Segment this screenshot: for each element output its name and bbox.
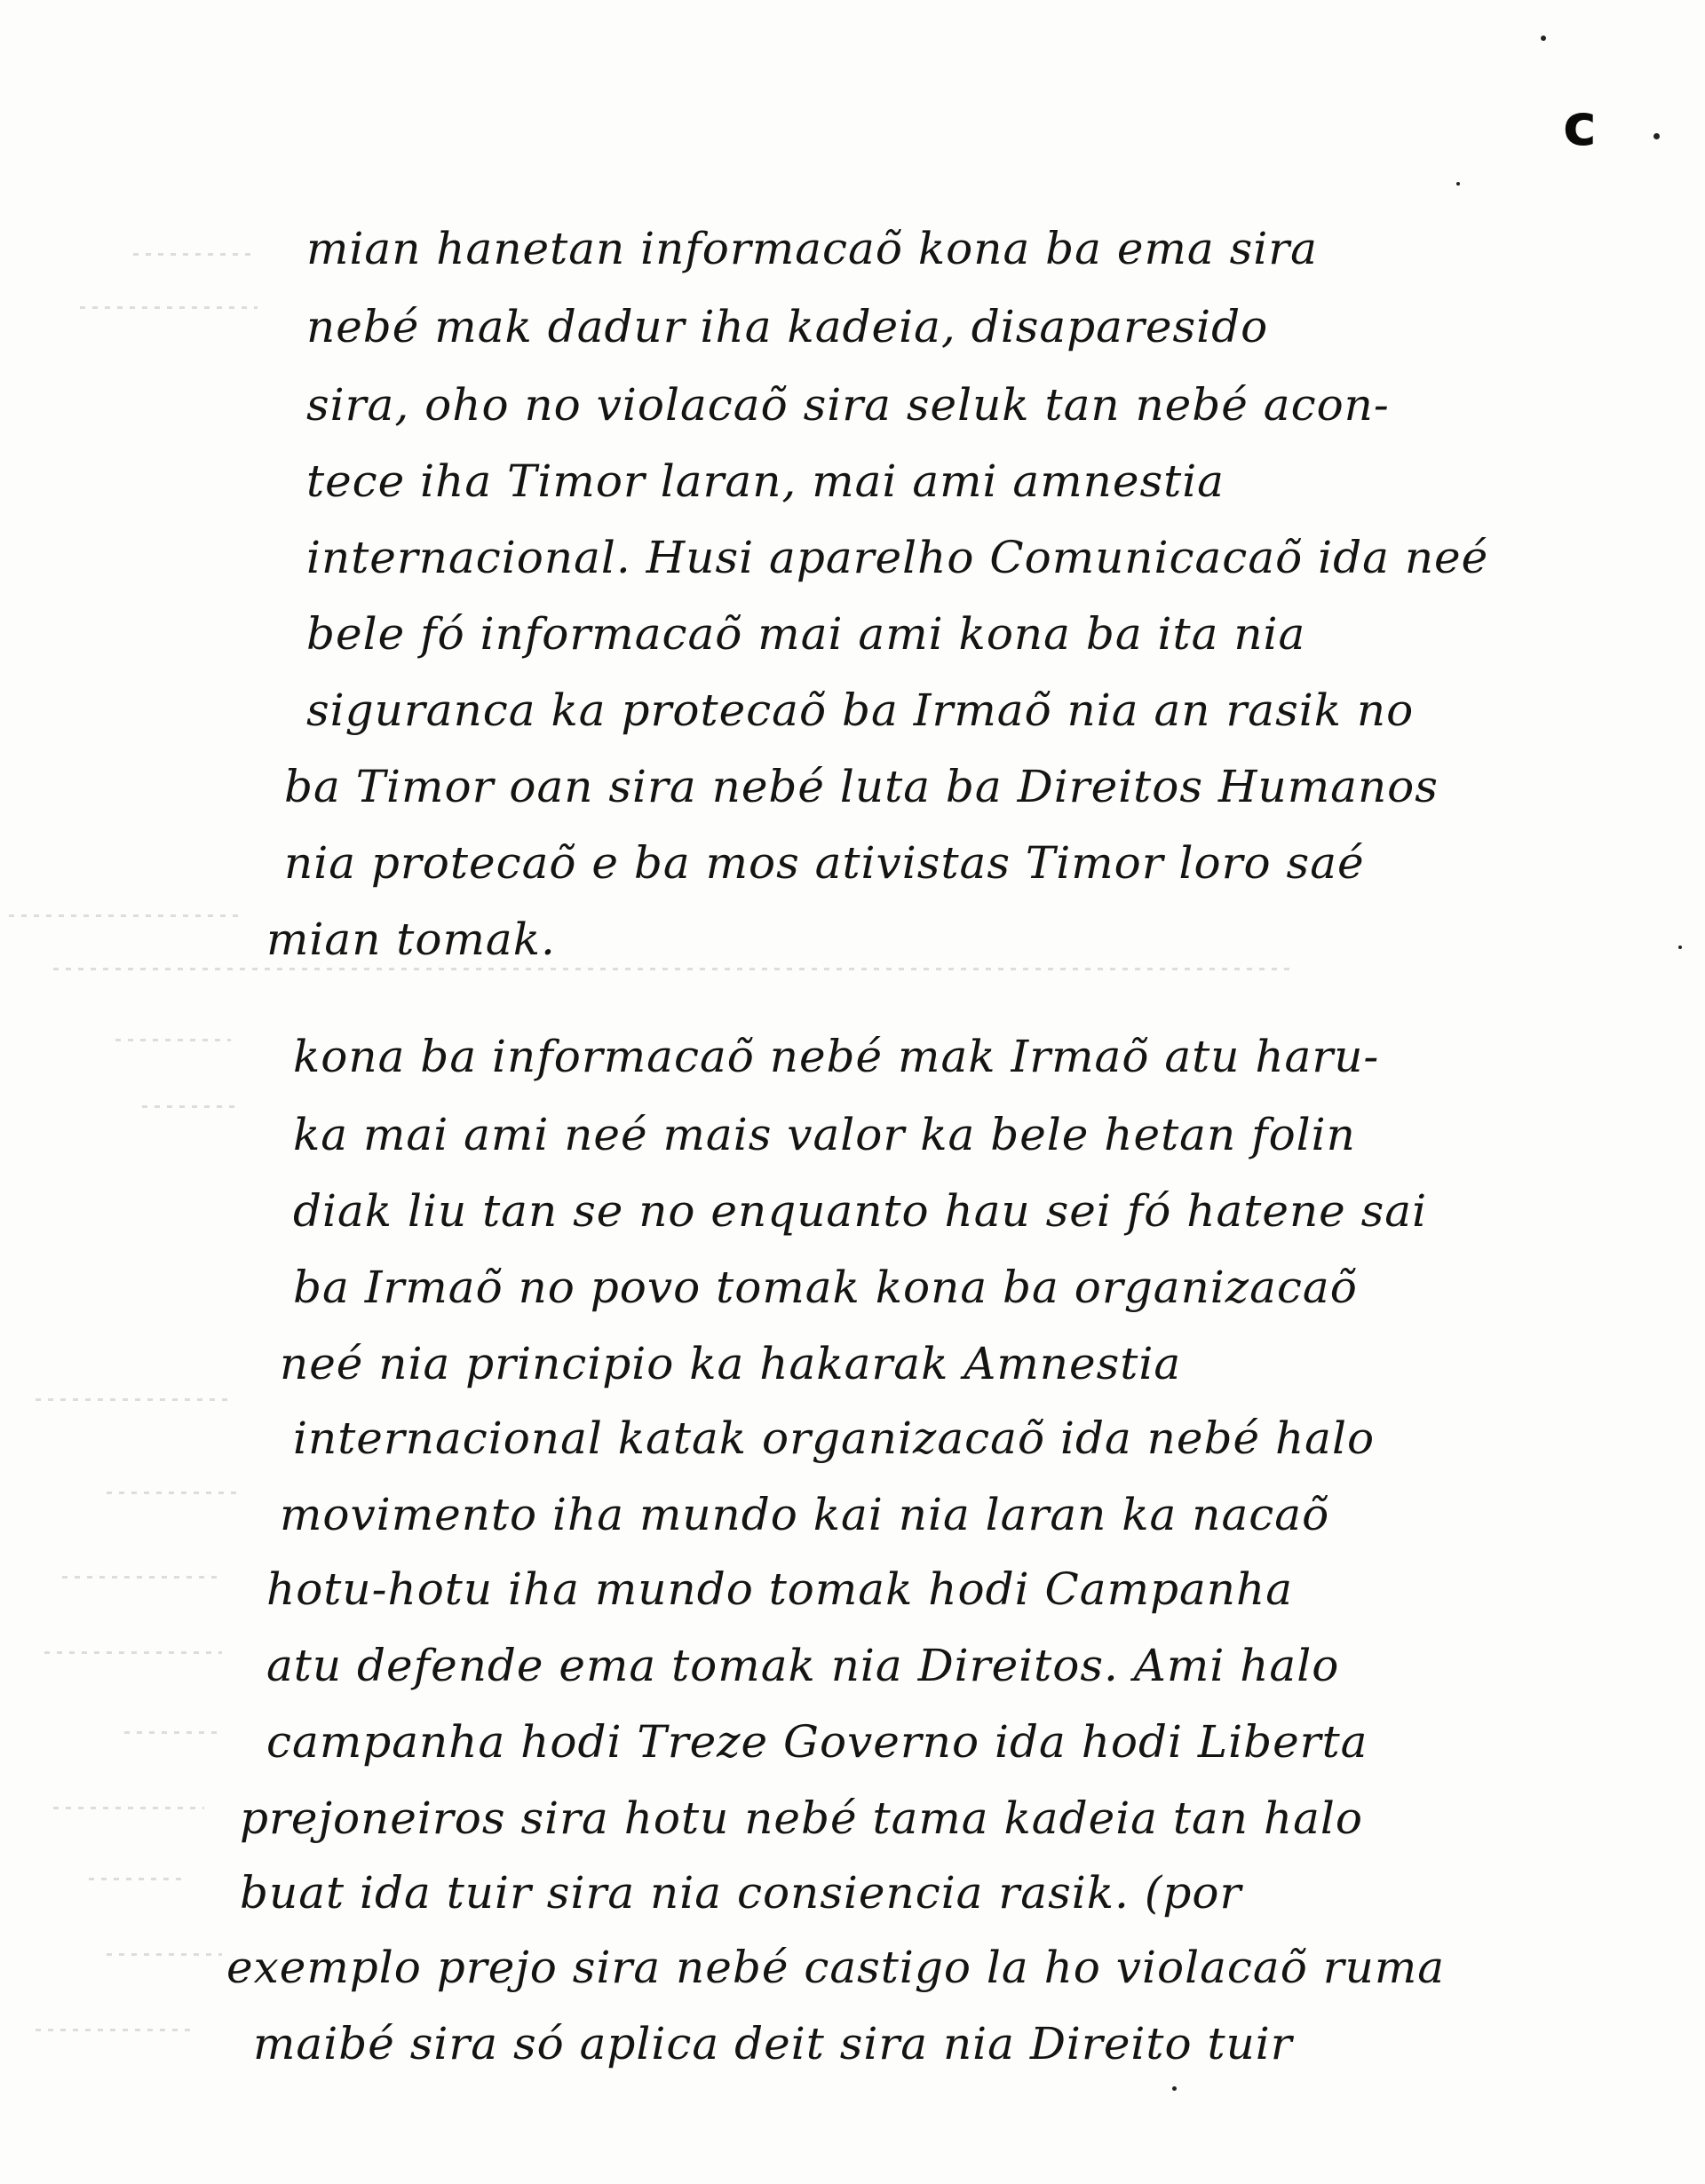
bleed-through-mark: [9, 914, 240, 917]
bleed-through-mark: [133, 253, 258, 256]
text-line: neé nia principio ka hakarak Amnestia: [280, 1338, 1182, 1389]
bleed-through-mark: [80, 306, 258, 309]
text-line: internacional katak organizacaõ ida nebé halo: [293, 1412, 1376, 1464]
text-line: maibé sira só aplica deit sira nia Direito tuir: [253, 2018, 1293, 2069]
text-line: diak liu tan se no enquanto hau sei fó hatene sai: [293, 1185, 1428, 1237]
bleed-through-mark: [124, 1731, 222, 1734]
scan-speck: [1653, 133, 1660, 139]
text-line: hotu-hotu iha mundo tomak hodi Campanha: [266, 1563, 1294, 1615]
bleed-through-mark: [53, 1807, 204, 1809]
text-line: campanha hodi Treze Governo ida hodi Liberta: [266, 1716, 1368, 1768]
scan-speck: [1456, 182, 1460, 186]
text-line: ba Irmaõ no povo tomak kona ba organizacaõ: [293, 1262, 1358, 1313]
bleed-through-mark: [107, 1953, 222, 1956]
bleed-through-mark: [44, 1651, 222, 1654]
bleed-through-mark: [53, 968, 1297, 970]
text-line: nebé mak dadur iha kadeia, disaparesido: [306, 301, 1269, 352]
text-line: siguranca ka protecaõ ba Irmaõ nia an rasik no: [306, 684, 1415, 736]
text-line: ka mai ami neé mais valor ka bele hetan folin: [293, 1109, 1356, 1160]
text-line: internacional. Husi aparelho Comunicacaõ ida neé: [306, 532, 1489, 583]
page-mark: c: [1563, 93, 1597, 159]
bleed-through-mark: [36, 2029, 195, 2031]
text-line: exemplo prejo sira nebé castigo la ho violacaõ ruma: [226, 1942, 1446, 1993]
text-line: sira, oho no violacaõ sira seluk tan nebé acon-: [306, 379, 1390, 431]
text-line: atu defende ema tomak nia Direitos. Ami halo: [266, 1640, 1340, 1691]
bleed-through-mark: [115, 1039, 231, 1041]
bleed-through-mark: [36, 1398, 231, 1401]
text-line: movimento iha mundo kai nia laran ka nacaõ: [280, 1489, 1330, 1540]
text-line: prejoneiros sira hotu nebé tama kadeia tan halo: [240, 1792, 1363, 1844]
text-line: mian tomak.: [266, 914, 556, 965]
text-line: tece iha Timor laran, mai ami amnestia: [306, 455, 1225, 507]
bleed-through-mark: [142, 1105, 240, 1108]
bleed-through-mark: [89, 1878, 186, 1880]
scan-speck: [1541, 36, 1546, 41]
text-line: buat ida tuir sira nia consiencia rasik. (por: [240, 1867, 1242, 1919]
bleed-through-mark: [62, 1576, 222, 1579]
scan-speck: [1678, 946, 1682, 949]
bleed-through-mark: [107, 1492, 240, 1494]
text-line: mian hanetan informacaõ kona ba ema sira: [306, 223, 1318, 274]
text-line: kona ba informacaõ nebé mak Irmaõ atu haru-: [293, 1031, 1380, 1082]
scan-speck: [1172, 2086, 1177, 2091]
text-line: bele fó informacaõ mai ami kona ba ita nia: [306, 608, 1306, 660]
text-line: ba Timor oan sira nebé luta ba Direitos Humanos: [284, 761, 1439, 812]
text-line: nia protecaõ e ba mos ativistas Timor loro saé: [284, 837, 1365, 889]
